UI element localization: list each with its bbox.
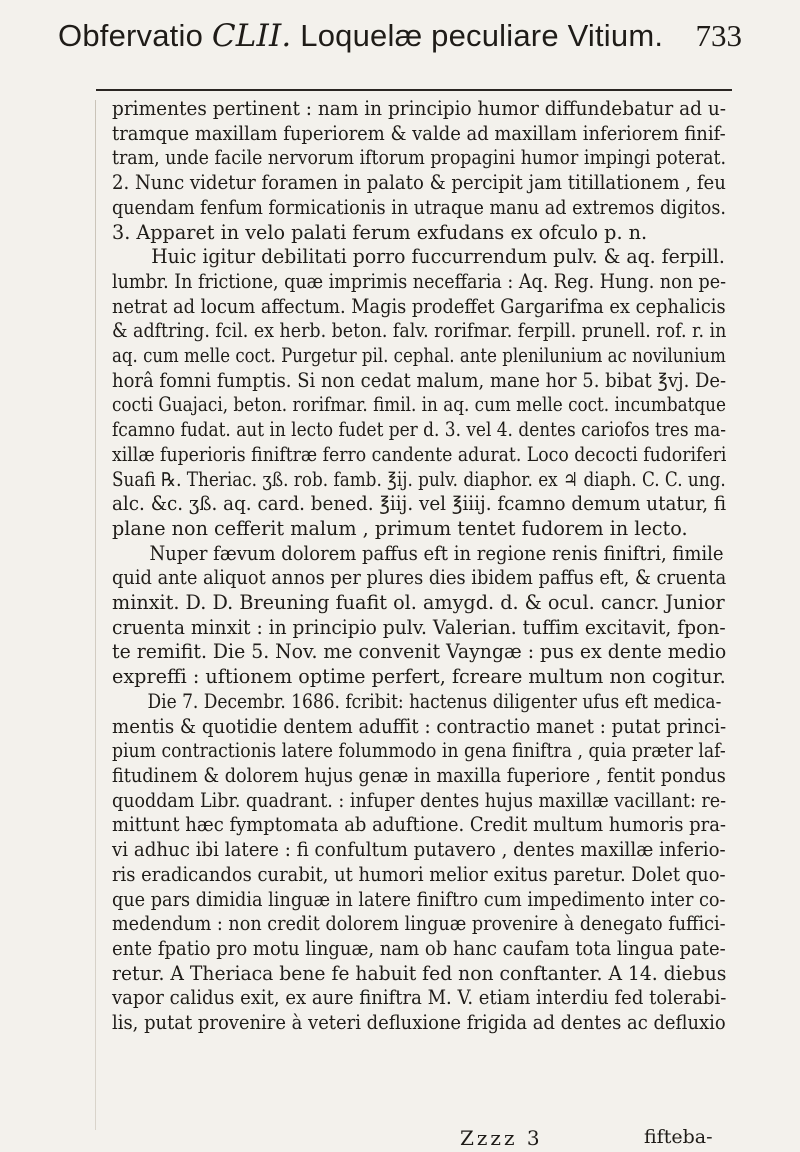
text-line: fitudinem & dolorem hujus genæ in maxilla fuperiore , fentit pondus	[112, 763, 726, 787]
text-line: netrat ad locum affectum. Magis prodeffet Gargarifma ex cephalicis	[112, 294, 726, 318]
text-line: ente fpatio pro motu linguæ, nam ob hanc caufam tota lingua pate-	[112, 936, 726, 960]
text-line: & adftring. fcil. ex herb. beton. falv. rorifmar. ferpill. prunell. rof. r. in	[112, 319, 727, 343]
text-line: quoddam Libr. quadrant. : infuper dentes hujus maxillæ vacillant: re-	[112, 788, 727, 812]
paragraph	[112, 542, 726, 690]
text-line: plane non cefferit malum , primum tentet fudorem in lecto.	[112, 516, 688, 540]
text-line: ris eradicandos curabit, ut humori melior exitus paretur. Dolet quo-	[112, 862, 726, 886]
page-number: 733	[695, 18, 742, 53]
running-title-suffix: Loquelæ peculiare Vitium.	[291, 18, 664, 53]
text-line: primentes pertinent : nam in principio humor diffundebatur ad u-	[112, 97, 727, 120]
text-line: fcamno fudat. aut in lecto fudet per d. 3. vel 4. dentes cariofos tres ma-	[112, 418, 726, 442]
catchword: fifteba-	[644, 1126, 713, 1148]
text-line: 2. Nunc videtur foramen in palato & percipit jam titillationem , feu	[112, 171, 726, 195]
body-text	[112, 97, 726, 1036]
text-line: cocti Guajaci, beton. rorifmar. fimil. in aq. cum melle coct. incumbatque	[112, 393, 726, 417]
text-line: quendam fenfum formicationis in utraque manu ad extremos digitos.	[112, 195, 726, 219]
text-line: tramque maxillam fuperiorem & valde ad maxillam inferiorem finif-	[112, 121, 726, 145]
text-line: medendum : non credit dolorem linguæ provenire à denegato fuffici-	[112, 912, 726, 936]
observation-number: CLII.	[211, 18, 292, 54]
text-line: 3. Apparet in velo palati ferum exfudans ex ofculo p. n.	[112, 220, 648, 244]
text-line: horâ fomni fumptis. Si non cedat malum, mane hor 5. bibat ℥vj. De-	[112, 368, 727, 392]
text-line: lis, putat provenire à veteri defluxione frigida ad dentes ac defluxio	[112, 1011, 726, 1035]
text-line: Huic igitur debilitati porro fuccurrendum pulv. & aq. ferpill.	[151, 245, 725, 269]
text-line: lumbr. In frictione, quæ imprimis neceffaria : Aq. Reg. Hung. non pe-	[112, 269, 727, 293]
text-line: alc. &c. ʒß. aq. card. bened. ℥iij. vel ℥iiij. fcamno demum utatur, fi	[112, 492, 727, 516]
running-title	[58, 18, 663, 54]
text-line: mittunt hæc fymptomata ab aduftione. Credit multum humoris pra-	[112, 813, 727, 837]
paragraph	[112, 690, 726, 1036]
text-line: te remifit. Die 5. Nov. me convenit Vayngæ : pus ex dente medio	[112, 640, 727, 664]
text-line: aq. cum melle coct. Purgetur pil. cephal. ante plenilunium ac novilunium	[112, 344, 726, 368]
text-line: vapor calidus exit, ex aure finiftra M. V. etiam interdiu fed tolerabi-	[112, 986, 727, 1010]
text-line: Nuper fævum dolorem paffus eft in regione renis finiftri, fimile	[149, 541, 724, 565]
text-line: cruenta minxit : in principio pulv. Valerian. tuffim excitavit, fpon-	[112, 615, 726, 639]
running-title-prefix: Obfervatio	[58, 18, 212, 53]
text-line: que pars dimidia linguæ in latere finiftro cum impedimento inter co-	[112, 887, 726, 911]
text-line: mentis & quotidie dentem aduffit : contractio manet : putat princi-	[112, 714, 727, 738]
text-line: minxit. D. D. Breuning fuafit ol. amygd. d. & ocul. cancr. Junior	[112, 591, 725, 615]
text-line: retur. A Theriaca bene fe habuit fed non conftanter. A 14. diebus	[112, 961, 727, 985]
text-line: Die 7. Decembr. 1686. fcribit: hactenus diligenter ufus eft medica-	[147, 689, 722, 713]
paragraph	[112, 245, 726, 541]
text-line: Suafi ℞. Theriac. ʒß. rob. famb. ℥ij. pulv. diaphor. ex ♃ diaph. C. C. ung.	[112, 467, 726, 491]
text-line: xillæ fuperioris finiftræ ferro candente adurat. Loco decocti fudoriferi	[112, 442, 727, 466]
text-line: vi adhuc ibi latere : fi confultum putavero , dentes maxillæ inferio-	[112, 838, 726, 862]
text-line: expreffi : uftionem optime perfert, fcreare multum non cogitur.	[112, 665, 726, 689]
text-line: tram, unde facile nervorum iftorum propagini humor impingi poterat.	[112, 146, 727, 170]
header-rule	[96, 89, 732, 91]
signature-mark: Zzzz 3	[460, 1126, 543, 1150]
text-line: pium contractionis latere folummodo in gena finiftra , quia præter laf-	[112, 739, 726, 763]
page-header	[58, 18, 742, 78]
gutter-shadow	[95, 100, 96, 1130]
paragraph	[112, 97, 726, 245]
text-line: quid ante aliquot annos per plures dies ibidem paffus eft, & cruenta	[112, 566, 727, 590]
